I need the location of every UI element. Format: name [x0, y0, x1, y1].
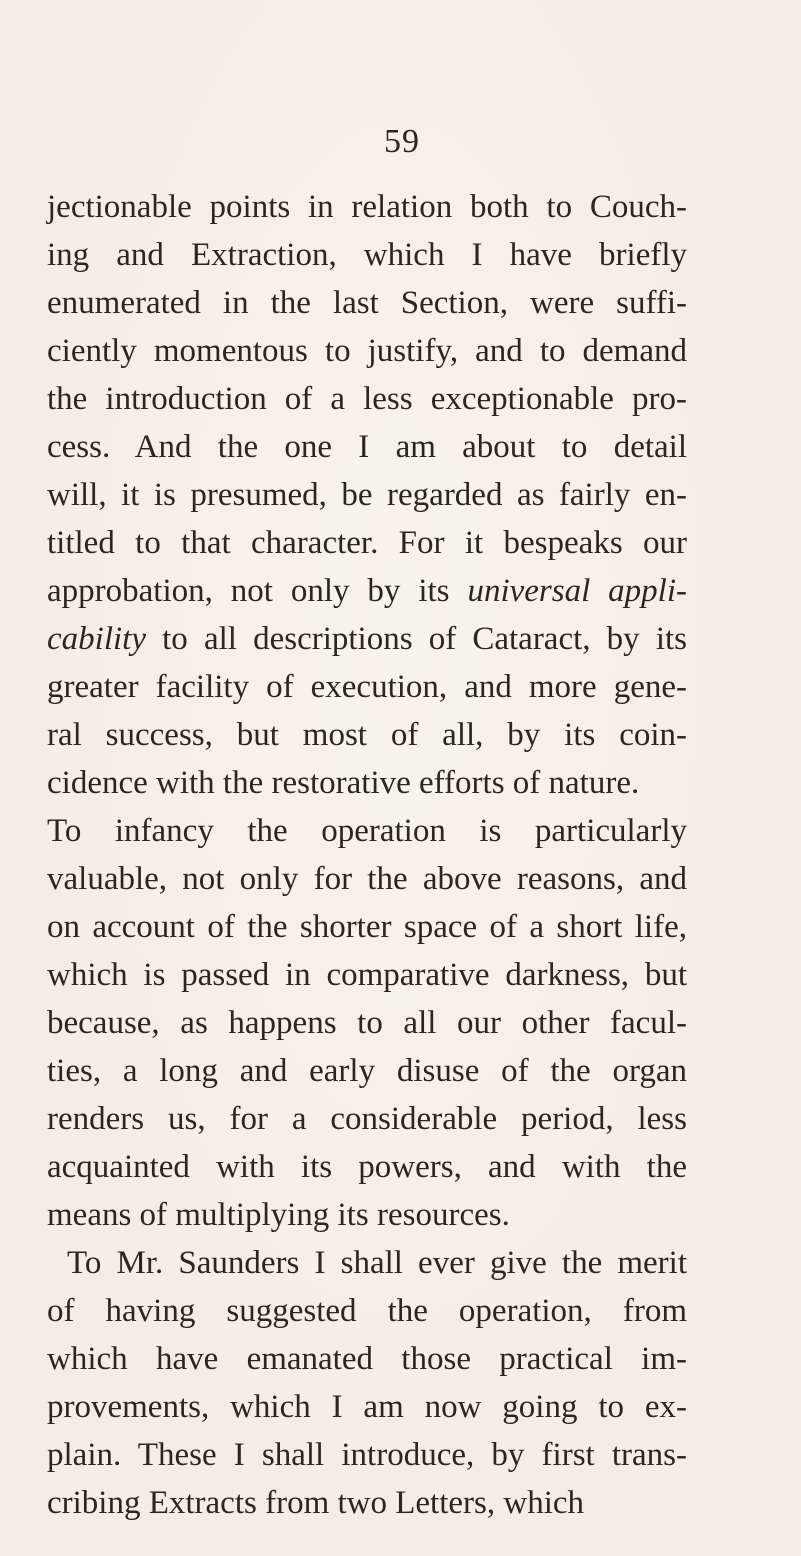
text-line	[47, 1143, 687, 1191]
text-segment: which have emanated those practical im-	[47, 1341, 687, 1377]
text-line	[47, 615, 687, 663]
text-segment: on account of the shorter space of a short life,	[47, 909, 687, 945]
text-line	[47, 279, 687, 327]
text-line	[47, 1335, 687, 1383]
text-line	[47, 999, 687, 1047]
text-line	[47, 711, 687, 759]
text-segment: To infancy the operation is particularly	[47, 813, 687, 849]
text-segment: ciently momentous to justify, and to demand	[47, 333, 687, 369]
body-text	[47, 183, 687, 1527]
page-number: 59	[384, 123, 420, 160]
text-line	[47, 903, 687, 951]
text-line	[47, 183, 687, 231]
text-line	[47, 375, 687, 423]
text-segment: greater facility of execution, and more gene-	[47, 669, 687, 705]
text-segment: acquainted with its powers, and with the	[47, 1149, 687, 1185]
text-line	[47, 1479, 687, 1527]
text-segment: ral success, but most of all, by its coin-	[47, 717, 687, 753]
text-segment: ing and Extraction, which I have briefly	[47, 237, 687, 273]
text-line	[47, 567, 687, 615]
text-segment: renders us, for a considerable period, less	[47, 1101, 687, 1137]
text-segment: cribing Extracts from two Letters, which	[47, 1485, 585, 1521]
text-segment: because, as happens to all our other facul-	[47, 1005, 687, 1041]
text-line	[47, 951, 687, 999]
text-segment: valuable, not only for the above reasons, and	[47, 861, 687, 897]
text-line	[47, 1383, 687, 1431]
text-line	[47, 759, 687, 807]
text-line	[47, 1239, 687, 1287]
text-line	[47, 1095, 687, 1143]
text-line	[47, 1287, 687, 1335]
text-line	[47, 471, 687, 519]
text-line	[47, 231, 687, 279]
text-segment: provements, which I am now going to ex-	[47, 1389, 687, 1425]
text-segment: jectionable points in relation both to Couch-	[47, 189, 687, 225]
text-segment: will, it is presumed, be regarded as fairly en-	[47, 477, 687, 513]
text-segment: To Mr. Saunders I shall ever give the merit	[67, 1245, 687, 1281]
text-line	[47, 1431, 687, 1479]
text-segment: plain. These I shall introduce, by first trans-	[47, 1437, 687, 1473]
text-segment: titled to that character. For it bespeaks our	[47, 525, 687, 561]
text-segment: of having suggested the operation, from	[47, 1293, 687, 1329]
text-line	[47, 327, 687, 375]
text-segment: means of multiplying its resources.	[47, 1197, 510, 1233]
text-line	[47, 663, 687, 711]
text-segment: to all descriptions of Cataract, by its	[145, 621, 687, 657]
text-line	[47, 1047, 687, 1095]
text-segment: ties, a long and early disuse of the organ	[47, 1053, 687, 1089]
text-segment: cess. And the one I am about to detail	[47, 429, 687, 465]
text-line	[47, 519, 687, 567]
text-segment: which is passed in comparative darkness, but	[47, 957, 687, 993]
text-line	[47, 855, 687, 903]
text-line	[47, 1191, 687, 1239]
text-segment: cidence with the restorative efforts of nature.	[47, 765, 640, 801]
italic-text: universal appli-	[467, 573, 687, 609]
italic-text: cability	[47, 621, 146, 657]
text-line	[47, 807, 687, 855]
text-line	[47, 423, 687, 471]
text-segment: the introduction of a less exceptionable pro-	[47, 381, 687, 417]
text-segment: approbation, not only by its	[47, 573, 468, 609]
text-segment: enumerated in the last Section, were suffi-	[47, 285, 687, 321]
